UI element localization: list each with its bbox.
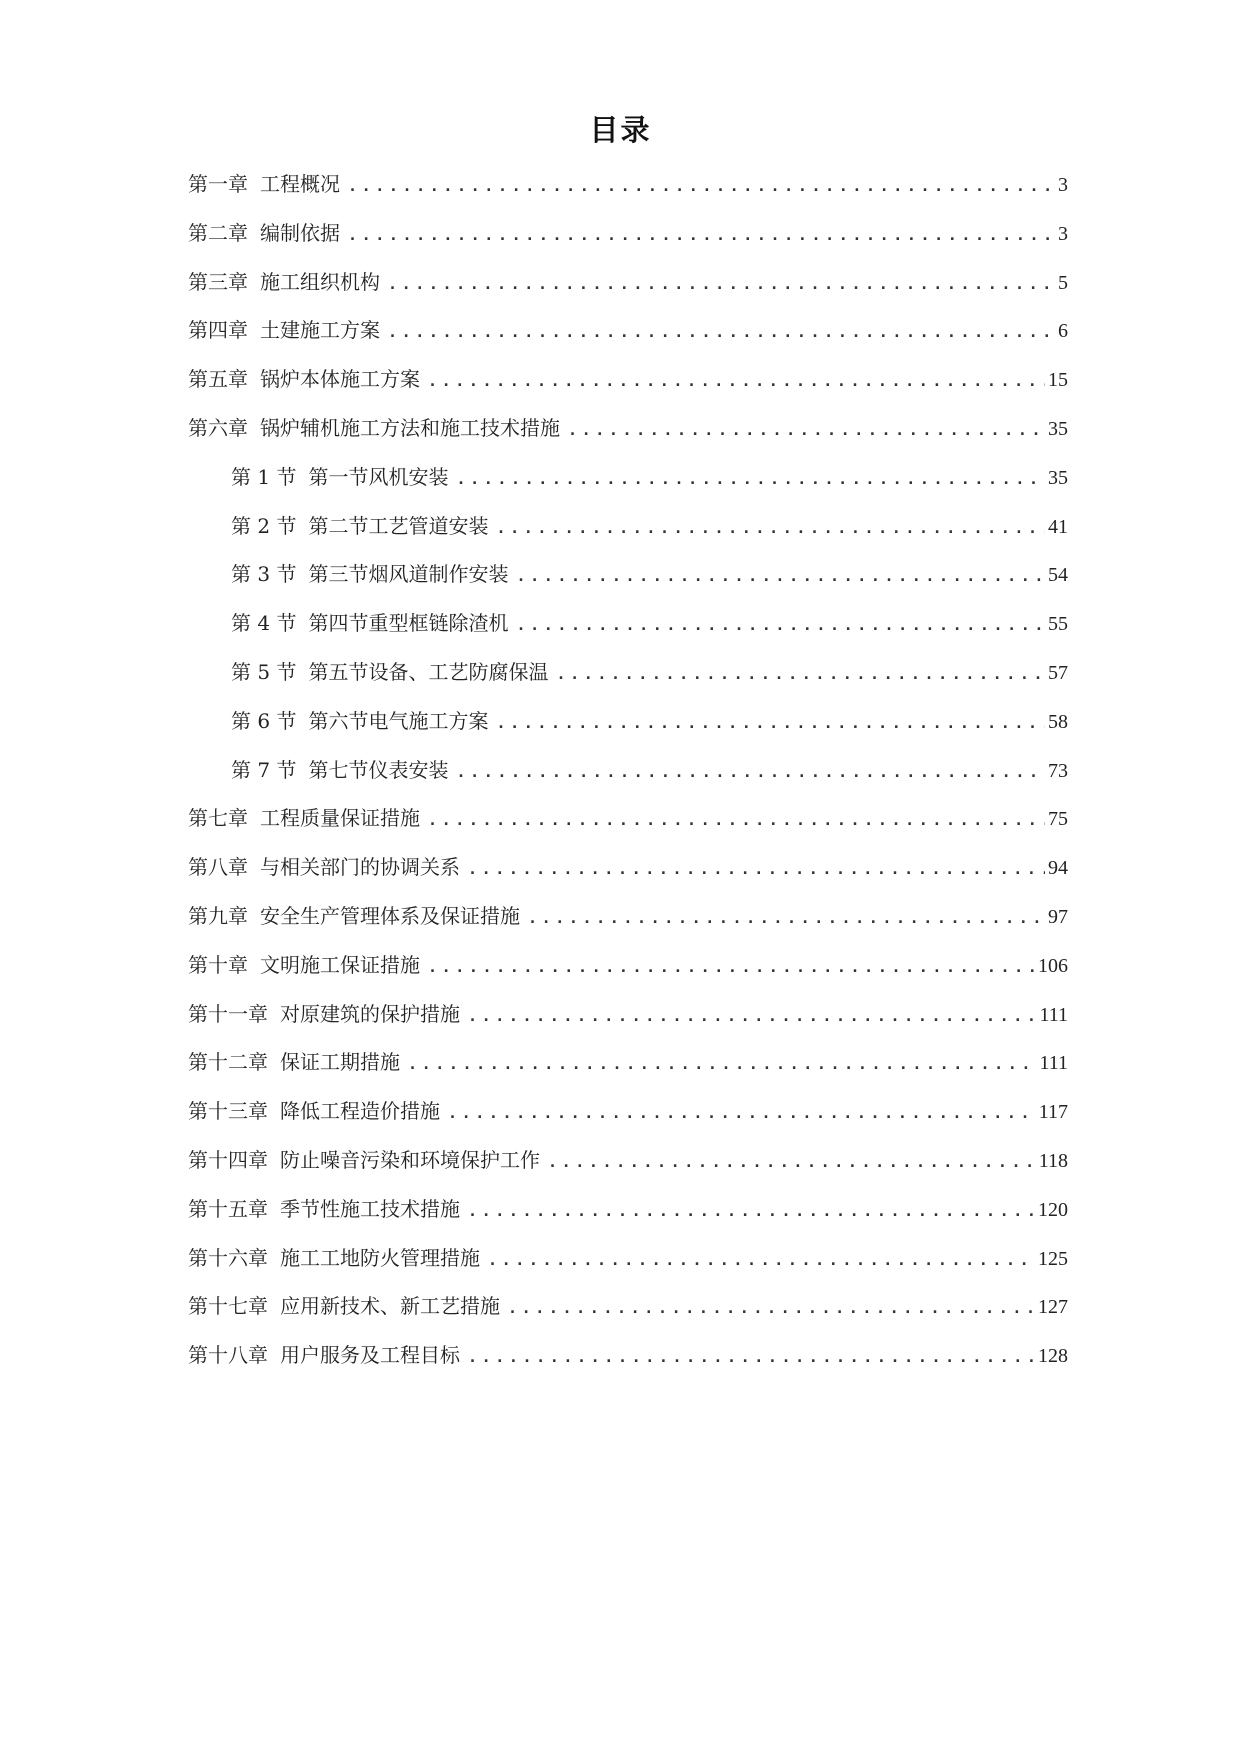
toc-page-number: 57 xyxy=(1048,661,1068,684)
toc-chapter-entry[interactable] xyxy=(188,994,1068,1043)
toc-section-entry[interactable] xyxy=(188,652,1068,701)
toc-title: 目录 xyxy=(589,113,652,147)
toc-entry-label: 第十五章 xyxy=(188,1196,268,1221)
toc-chapter-entry[interactable] xyxy=(188,1140,1068,1189)
toc-page-number: 54 xyxy=(1048,564,1068,587)
toc-dot-leader xyxy=(548,1142,1036,1182)
toc-page-number: 6 xyxy=(1058,320,1068,343)
toc-chapter-entry[interactable] xyxy=(188,847,1068,896)
toc-dot-leader xyxy=(468,996,1036,1036)
toc-entry-heading: 锅炉辅机施工方法和施工技术措施 xyxy=(260,415,560,440)
toc-entry-heading: 第六节电气施工方案 xyxy=(308,708,489,733)
toc-entry-label: 第八章 xyxy=(188,855,248,880)
toc-section-entry[interactable] xyxy=(188,506,1068,555)
toc-dot-leader xyxy=(468,849,1045,889)
toc-dot-leader xyxy=(468,1191,1035,1231)
toc-entry-label: 第十三章 xyxy=(188,1099,268,1124)
toc-dot-leader xyxy=(428,800,1045,840)
toc-entry-heading: 用户服务及工程目标 xyxy=(280,1343,460,1368)
toc-entry-heading: 文明施工保证措施 xyxy=(260,952,420,977)
toc-chapter-entry[interactable] xyxy=(188,1042,1068,1091)
toc-section-entry[interactable] xyxy=(188,750,1068,799)
toc-entry-heading: 第四节重型框链除渣机 xyxy=(308,611,509,636)
toc-chapter-entry[interactable] xyxy=(188,213,1068,262)
toc-entry-label: 第一章 xyxy=(188,172,248,196)
toc-entry-heading: 锅炉本体施工方案 xyxy=(260,367,420,392)
toc-section-entry[interactable] xyxy=(188,554,1068,603)
toc-page-number: 35 xyxy=(1048,466,1068,489)
toc-chapter-entry[interactable] xyxy=(188,1335,1068,1384)
toc-page-number: 75 xyxy=(1048,808,1068,831)
toc-entry-heading: 季节性施工技术措施 xyxy=(280,1196,460,1221)
toc-page-number: 97 xyxy=(1048,905,1068,928)
toc-page-number: 3 xyxy=(1058,222,1068,245)
toc-dot-leader xyxy=(388,264,1055,304)
toc-dot-leader xyxy=(508,1288,1035,1328)
toc-dot-leader xyxy=(456,752,1045,792)
toc-dot-leader xyxy=(496,508,1045,548)
toc-page-number: 58 xyxy=(1048,710,1068,733)
toc-chapter-entry[interactable] xyxy=(188,310,1068,359)
toc-entry-label: 第 1 节 xyxy=(231,464,297,489)
toc-entry-heading: 与相关部门的协调关系 xyxy=(260,855,460,880)
toc-entry-heading: 防止噪音污染和环境保护工作 xyxy=(280,1147,540,1172)
toc-list xyxy=(188,164,1068,1384)
toc-entry-heading: 编制依据 xyxy=(260,220,340,245)
toc-page-number: 111 xyxy=(1039,1052,1068,1075)
toc-entry-label: 第 2 节 xyxy=(231,513,297,538)
toc-page-number: 41 xyxy=(1048,515,1068,538)
toc-entry-label: 第 6 节 xyxy=(231,708,297,733)
toc-chapter-entry[interactable] xyxy=(188,164,1068,213)
toc-dot-leader xyxy=(448,1093,1036,1133)
toc-chapter-entry[interactable] xyxy=(188,1091,1068,1140)
toc-entry-label: 第十六章 xyxy=(188,1245,268,1270)
toc-page-number: 5 xyxy=(1058,271,1068,294)
toc-dot-leader xyxy=(408,1044,1036,1084)
toc-section-entry[interactable] xyxy=(188,603,1068,652)
toc-page-number: 35 xyxy=(1048,417,1068,440)
toc-chapter-entry[interactable] xyxy=(188,359,1068,408)
toc-page-number: 73 xyxy=(1048,759,1068,782)
toc-page-number: 128 xyxy=(1038,1345,1068,1368)
toc-entry-label: 第五章 xyxy=(188,367,248,392)
toc-entry-label: 第 3 节 xyxy=(231,562,297,587)
toc-entry-label: 第 5 节 xyxy=(231,659,297,684)
toc-page-number: 3 xyxy=(1058,174,1068,196)
toc-page-number: 118 xyxy=(1038,1149,1068,1172)
toc-entry-label: 第十八章 xyxy=(188,1343,268,1368)
toc-chapter-entry[interactable] xyxy=(188,798,1068,847)
toc-section-entry[interactable] xyxy=(188,701,1068,750)
toc-entry-label: 第六章 xyxy=(188,415,248,440)
toc-entry-heading: 第一节风机安装 xyxy=(308,464,449,489)
toc-chapter-entry[interactable] xyxy=(188,408,1068,457)
toc-entry-heading: 施工组织机构 xyxy=(260,269,380,294)
toc-entry-label: 第七章 xyxy=(188,806,248,831)
toc-entry-label: 第十二章 xyxy=(188,1050,268,1075)
toc-page-number: 127 xyxy=(1038,1296,1068,1319)
toc-page-number: 120 xyxy=(1038,1198,1068,1221)
toc-entry-heading: 第三节烟风道制作安装 xyxy=(308,562,509,587)
toc-entry-label: 第十四章 xyxy=(188,1147,268,1172)
toc-dot-leader xyxy=(428,361,1045,401)
toc-chapter-entry[interactable] xyxy=(188,1286,1068,1335)
toc-entry-heading: 对原建筑的保护措施 xyxy=(280,1001,460,1026)
toc-dot-leader xyxy=(348,166,1055,206)
toc-entry-heading: 安全生产管理体系及保证措施 xyxy=(260,903,520,928)
toc-page-number: 125 xyxy=(1038,1247,1068,1270)
toc-chapter-entry[interactable] xyxy=(188,896,1068,945)
toc-entry-label: 第十七章 xyxy=(188,1294,268,1319)
toc-entry-heading: 工程概况 xyxy=(260,172,340,196)
toc-chapter-entry[interactable] xyxy=(188,1189,1068,1238)
toc-dot-leader xyxy=(388,312,1055,352)
toc-entry-label: 第九章 xyxy=(188,903,248,928)
toc-dot-leader xyxy=(348,215,1055,255)
toc-dot-leader xyxy=(516,556,1045,596)
toc-dot-leader xyxy=(528,898,1045,938)
toc-entry-label: 第二章 xyxy=(188,220,248,245)
toc-entry-heading: 土建施工方案 xyxy=(260,318,380,343)
toc-entry-label: 第 4 节 xyxy=(231,611,297,636)
toc-dot-leader xyxy=(568,410,1045,450)
toc-entry-label: 第三章 xyxy=(188,269,248,294)
toc-entry-heading: 保证工期措施 xyxy=(280,1050,400,1075)
toc-dot-leader xyxy=(516,605,1045,645)
toc-dot-leader xyxy=(488,1240,1035,1280)
toc-page-number: 55 xyxy=(1048,613,1068,636)
toc-page-number: 106 xyxy=(1038,954,1068,977)
toc-entry-heading: 工程质量保证措施 xyxy=(260,806,420,831)
toc-page-number: 117 xyxy=(1038,1101,1068,1124)
toc-page-number: 94 xyxy=(1048,857,1068,880)
toc-chapter-entry[interactable] xyxy=(188,1238,1068,1287)
toc-entry-label: 第十章 xyxy=(188,952,248,977)
toc-dot-leader xyxy=(496,703,1045,743)
toc-entry-heading: 施工工地防火管理措施 xyxy=(280,1245,480,1270)
toc-chapter-entry[interactable] xyxy=(188,945,1068,994)
toc-dot-leader xyxy=(556,654,1045,694)
toc-chapter-entry[interactable] xyxy=(188,262,1068,311)
toc-entry-heading: 降低工程造价措施 xyxy=(280,1099,440,1124)
toc-page-number: 111 xyxy=(1039,1003,1068,1026)
toc-entry-heading: 第五节设备、工艺防腐保温 xyxy=(308,659,549,684)
toc-dot-leader xyxy=(428,947,1035,987)
toc-entry-label: 第 7 节 xyxy=(231,757,297,782)
toc-dot-leader xyxy=(468,1337,1035,1377)
toc-entry-label: 第四章 xyxy=(188,318,248,343)
toc-entry-label: 第十一章 xyxy=(188,1001,268,1026)
toc-dot-leader xyxy=(456,459,1045,499)
toc-entry-heading: 第七节仪表安装 xyxy=(308,757,449,782)
toc-entry-heading: 第二节工艺管道安装 xyxy=(308,513,489,538)
toc-page-number: 15 xyxy=(1048,369,1068,392)
toc-entry-heading: 应用新技术、新工艺措施 xyxy=(280,1294,500,1319)
toc-section-entry[interactable] xyxy=(188,457,1068,506)
